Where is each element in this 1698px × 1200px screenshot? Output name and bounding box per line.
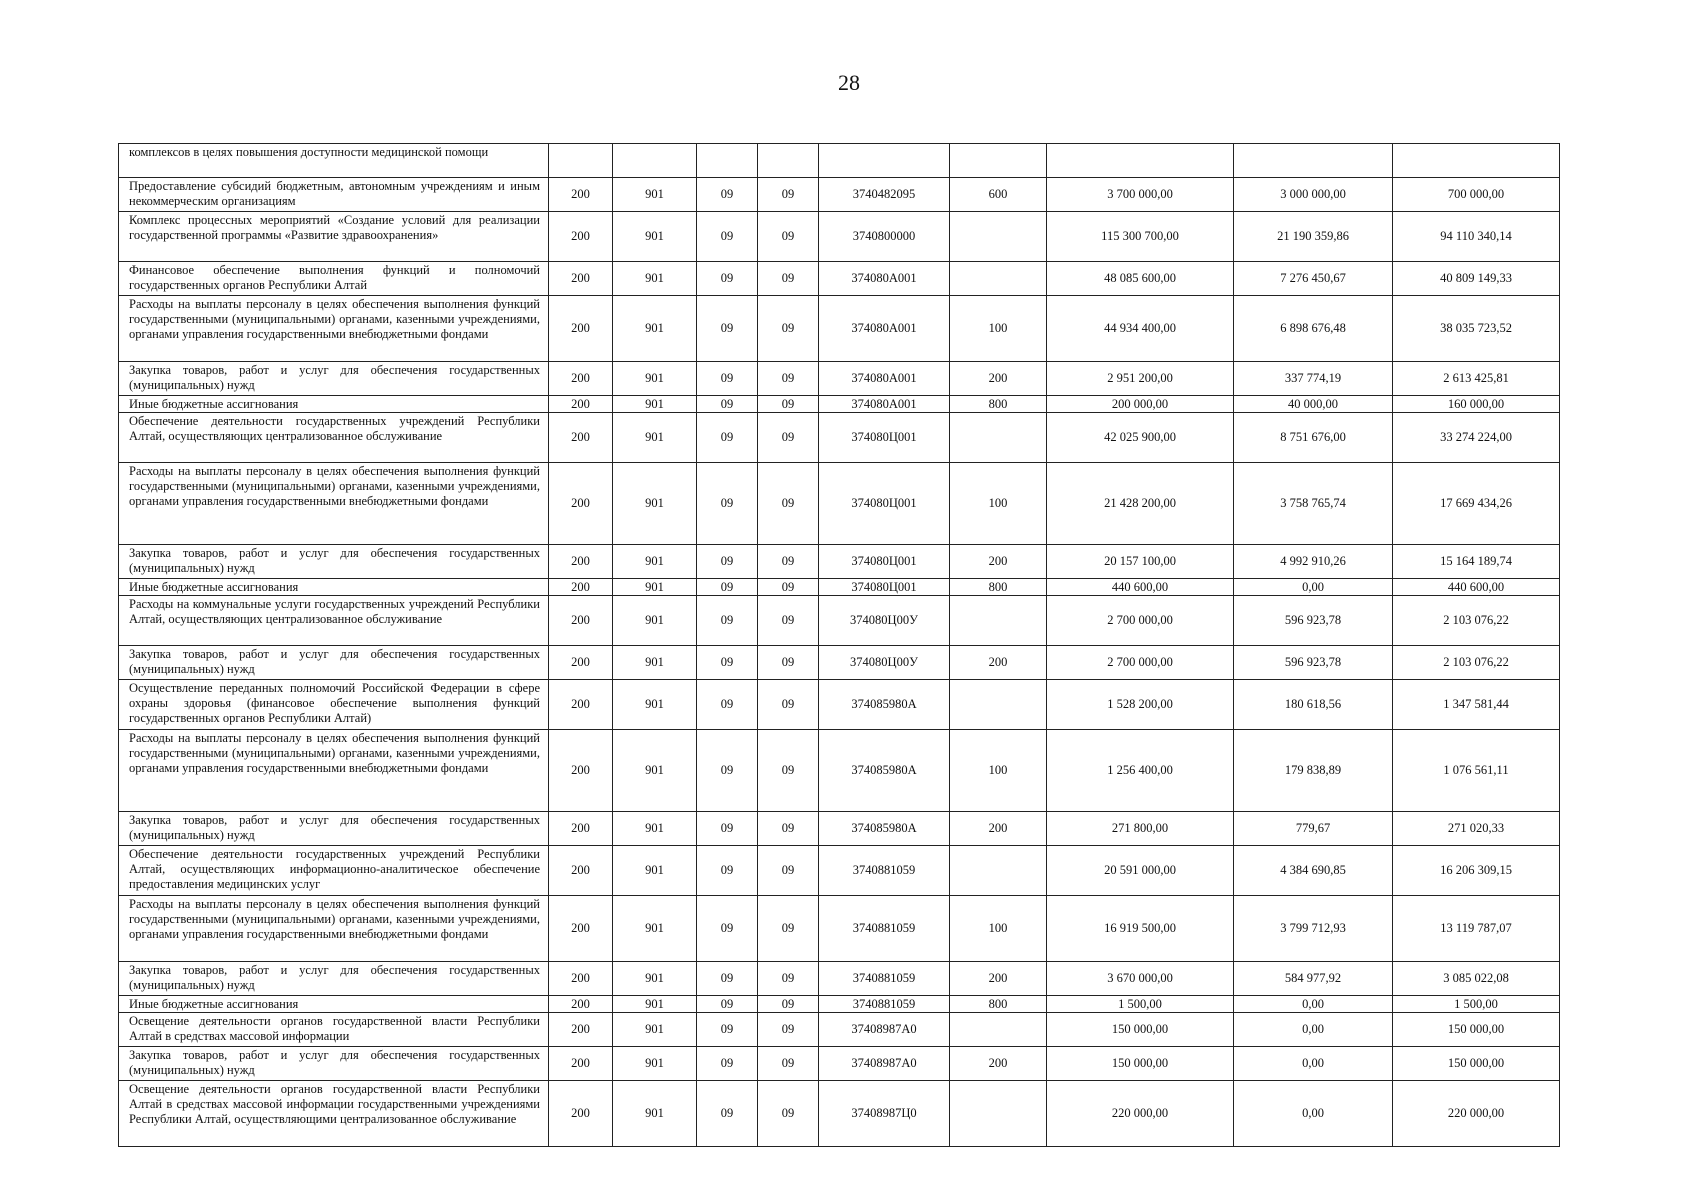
cell-rz: 09 [697, 812, 758, 846]
cell-adm: 200 [549, 262, 613, 296]
cell-vr: 800 [950, 579, 1047, 596]
cell-rz: 09 [697, 579, 758, 596]
cell-exec: 0,00 [1234, 996, 1393, 1013]
cell-vr: 200 [950, 962, 1047, 996]
table-row [119, 545, 1560, 579]
cell-adm: 200 [549, 962, 613, 996]
cell-rest: 94 110 340,14 [1393, 212, 1560, 262]
cell-exec: 4 384 690,85 [1234, 846, 1393, 896]
cell-rz: 09 [697, 680, 758, 730]
cell-plan: 271 800,00 [1047, 812, 1234, 846]
cell-pr: 09 [758, 730, 819, 812]
cell-name: Финансовое обеспечение выполнения функций и полномочий государственных органов Республики Алтай [119, 262, 549, 296]
cell-name: Иные бюджетные ассигнования [119, 996, 549, 1013]
cell-grbs: 901 [613, 178, 697, 212]
cell-csr: 374080Ц001 [819, 545, 950, 579]
cell-pr: 09 [758, 646, 819, 680]
cell-name: комплексов в целях повышения доступности медицинской помощи [119, 144, 549, 178]
cell-rz: 09 [697, 545, 758, 579]
cell-adm: 200 [549, 463, 613, 545]
cell-adm: 200 [549, 1081, 613, 1147]
cell-rz: 09 [697, 730, 758, 812]
cell-vr [950, 596, 1047, 646]
cell-grbs: 901 [613, 1047, 697, 1081]
cell-exec: 179 838,89 [1234, 730, 1393, 812]
cell-exec: 4 992 910,26 [1234, 545, 1393, 579]
cell-pr: 09 [758, 896, 819, 962]
table-row [119, 144, 1560, 178]
cell-exec: 6 898 676,48 [1234, 296, 1393, 362]
cell-exec: 337 774,19 [1234, 362, 1393, 396]
cell-name: Закупка товаров, работ и услуг для обеспечения государственных (муниципальных) нужд [119, 545, 549, 579]
cell-exec: 40 000,00 [1234, 396, 1393, 413]
cell-csr: 374080А001 [819, 262, 950, 296]
cell-pr: 09 [758, 413, 819, 463]
cell-exec: 779,67 [1234, 812, 1393, 846]
cell-pr: 09 [758, 680, 819, 730]
cell-adm: 200 [549, 730, 613, 812]
cell-exec: 0,00 [1234, 1047, 1393, 1081]
cell-vr: 200 [950, 362, 1047, 396]
cell-vr: 200 [950, 812, 1047, 846]
cell-name: Освещение деятельности органов государственной власти Республики Алтай в средствах массовой информации государственными учреждениями Республики Алтай, осуществляющими централизованное обслуживание [119, 1081, 549, 1147]
cell-rest: 220 000,00 [1393, 1081, 1560, 1147]
cell-vr: 100 [950, 463, 1047, 545]
table-row [119, 413, 1560, 463]
cell-csr: 3740881059 [819, 896, 950, 962]
cell-vr [950, 212, 1047, 262]
cell-rest: 13 119 787,07 [1393, 896, 1560, 962]
cell-exec: 0,00 [1234, 579, 1393, 596]
cell-rest: 2 613 425,81 [1393, 362, 1560, 396]
cell-exec: 596 923,78 [1234, 646, 1393, 680]
cell-adm: 200 [549, 545, 613, 579]
cell-rest: 160 000,00 [1393, 396, 1560, 413]
cell-adm: 200 [549, 1013, 613, 1047]
cell-grbs: 901 [613, 596, 697, 646]
cell-rest: 16 206 309,15 [1393, 846, 1560, 896]
cell-plan: 42 025 900,00 [1047, 413, 1234, 463]
cell-exec: 7 276 450,67 [1234, 262, 1393, 296]
cell-csr: 374080Ц001 [819, 579, 950, 596]
cell-pr: 09 [758, 812, 819, 846]
cell-csr: 374080А001 [819, 296, 950, 362]
cell-exec: 8 751 676,00 [1234, 413, 1393, 463]
cell-exec: 3 000 000,00 [1234, 178, 1393, 212]
cell-exec: 180 618,56 [1234, 680, 1393, 730]
cell-csr: 374080А001 [819, 396, 950, 413]
cell-grbs: 901 [613, 362, 697, 396]
cell-grbs: 901 [613, 579, 697, 596]
cell-name: Расходы на выплаты персоналу в целях обеспечения выполнения функций государственными (муниципальными) органами, казенными учреждениями, органами управления государственными внебюджетными фондами [119, 896, 549, 962]
cell-csr: 3740482095 [819, 178, 950, 212]
cell-rz: 09 [697, 262, 758, 296]
cell-vr [950, 1081, 1047, 1147]
cell-name: Расходы на выплаты персоналу в целях обеспечения выполнения функций государственными (муниципальными) органами, казенными учреждениями, органами управления государственными внебюджетными фондами [119, 730, 549, 812]
cell-csr: 374085980А [819, 730, 950, 812]
cell-rest: 1 347 581,44 [1393, 680, 1560, 730]
cell-plan: 2 700 000,00 [1047, 646, 1234, 680]
cell-vr: 100 [950, 296, 1047, 362]
cell-pr: 09 [758, 996, 819, 1013]
cell-rest: 700 000,00 [1393, 178, 1560, 212]
cell-rz: 09 [697, 962, 758, 996]
table-row [119, 996, 1560, 1013]
cell-csr: 374080Ц00У [819, 596, 950, 646]
table-row [119, 1081, 1560, 1147]
cell-adm: 200 [549, 646, 613, 680]
cell-exec: 21 190 359,86 [1234, 212, 1393, 262]
cell-vr [950, 846, 1047, 896]
cell-plan: 2 700 000,00 [1047, 596, 1234, 646]
table-row [119, 1013, 1560, 1047]
cell-name: Комплекс процессных мероприятий «Создание условий для реализации государственной программы «Развитие здравоохранения» [119, 212, 549, 262]
cell-pr: 09 [758, 596, 819, 646]
cell-plan: 21 428 200,00 [1047, 463, 1234, 545]
table-row [119, 596, 1560, 646]
cell-adm: 200 [549, 362, 613, 396]
cell-grbs: 901 [613, 896, 697, 962]
cell-csr: 37408987А0 [819, 1013, 950, 1047]
cell-plan: 3 670 000,00 [1047, 962, 1234, 996]
cell-vr [950, 413, 1047, 463]
cell-csr: 374080Ц001 [819, 413, 950, 463]
cell-name: Предоставление субсидий бюджетным, автономным учреждениям и иным некоммерческим организациям [119, 178, 549, 212]
cell-plan: 220 000,00 [1047, 1081, 1234, 1147]
cell-grbs: 901 [613, 646, 697, 680]
cell-adm [549, 144, 613, 178]
cell-pr: 09 [758, 962, 819, 996]
cell-rz: 09 [697, 178, 758, 212]
cell-rest [1393, 144, 1560, 178]
table-row [119, 812, 1560, 846]
cell-csr: 374080Ц00У [819, 646, 950, 680]
cell-plan: 200 000,00 [1047, 396, 1234, 413]
cell-csr: 374085980А [819, 812, 950, 846]
cell-adm: 200 [549, 846, 613, 896]
cell-name: Обеспечение деятельности государственных учреждений Республики Алтай, осуществляющих информационно-аналитическое обеспечение предоставления медицинских услуг [119, 846, 549, 896]
cell-pr: 09 [758, 545, 819, 579]
cell-adm: 200 [549, 212, 613, 262]
cell-pr: 09 [758, 396, 819, 413]
cell-plan: 1 256 400,00 [1047, 730, 1234, 812]
cell-grbs: 901 [613, 1081, 697, 1147]
table-row [119, 212, 1560, 262]
table-row [119, 962, 1560, 996]
cell-grbs: 901 [613, 396, 697, 413]
cell-pr: 09 [758, 296, 819, 362]
cell-vr: 200 [950, 1047, 1047, 1081]
cell-vr: 100 [950, 730, 1047, 812]
cell-adm: 200 [549, 896, 613, 962]
cell-adm: 200 [549, 1047, 613, 1081]
cell-name: Расходы на выплаты персоналу в целях обеспечения выполнения функций государственными (муниципальными) органами, казенными учреждениями, органами управления государственными внебюджетными фондами [119, 296, 549, 362]
cell-vr: 200 [950, 545, 1047, 579]
cell-pr: 09 [758, 262, 819, 296]
cell-plan: 44 934 400,00 [1047, 296, 1234, 362]
cell-name: Обеспечение деятельности государственных учреждений Республики Алтай, осуществляющих централизованное обслуживание [119, 413, 549, 463]
cell-rz: 09 [697, 1047, 758, 1081]
cell-adm: 200 [549, 296, 613, 362]
cell-adm: 200 [549, 396, 613, 413]
cell-rz [697, 144, 758, 178]
cell-exec: 3 758 765,74 [1234, 463, 1393, 545]
cell-adm: 200 [549, 812, 613, 846]
cell-grbs: 901 [613, 545, 697, 579]
cell-adm: 200 [549, 413, 613, 463]
table-row [119, 730, 1560, 812]
cell-grbs: 901 [613, 812, 697, 846]
table-row [119, 396, 1560, 413]
cell-rest: 1 076 561,11 [1393, 730, 1560, 812]
cell-rz: 09 [697, 212, 758, 262]
cell-rz: 09 [697, 846, 758, 896]
cell-plan: 440 600,00 [1047, 579, 1234, 596]
cell-rz: 09 [697, 413, 758, 463]
cell-rest: 40 809 149,33 [1393, 262, 1560, 296]
cell-exec: 3 799 712,93 [1234, 896, 1393, 962]
cell-plan: 1 500,00 [1047, 996, 1234, 1013]
cell-grbs: 901 [613, 296, 697, 362]
cell-grbs: 901 [613, 680, 697, 730]
cell-grbs: 901 [613, 962, 697, 996]
cell-pr: 09 [758, 1047, 819, 1081]
cell-name: Расходы на коммунальные услуги государственных учреждений Республики Алтай, осуществляющих централизованное обслуживание [119, 596, 549, 646]
cell-plan: 20 591 000,00 [1047, 846, 1234, 896]
cell-name: Иные бюджетные ассигнования [119, 579, 549, 596]
cell-grbs: 901 [613, 996, 697, 1013]
cell-csr: 3740881059 [819, 962, 950, 996]
cell-pr: 09 [758, 1081, 819, 1147]
cell-name: Закупка товаров, работ и услуг для обеспечения государственных (муниципальных) нужд [119, 646, 549, 680]
cell-grbs: 901 [613, 730, 697, 812]
cell-pr: 09 [758, 1013, 819, 1047]
cell-grbs: 901 [613, 463, 697, 545]
cell-exec [1234, 144, 1393, 178]
cell-plan: 150 000,00 [1047, 1047, 1234, 1081]
cell-pr: 09 [758, 846, 819, 896]
table-row [119, 362, 1560, 396]
cell-rest: 150 000,00 [1393, 1013, 1560, 1047]
cell-name: Иные бюджетные ассигнования [119, 396, 549, 413]
table-row [119, 896, 1560, 962]
cell-adm: 200 [549, 680, 613, 730]
cell-plan: 16 919 500,00 [1047, 896, 1234, 962]
cell-rz: 09 [697, 296, 758, 362]
cell-pr [758, 144, 819, 178]
cell-vr [950, 1013, 1047, 1047]
cell-csr: 374080А001 [819, 362, 950, 396]
cell-plan: 1 528 200,00 [1047, 680, 1234, 730]
cell-pr: 09 [758, 212, 819, 262]
page-number: 28 [838, 70, 860, 95]
cell-grbs: 901 [613, 846, 697, 896]
cell-pr: 09 [758, 178, 819, 212]
cell-rest: 2 103 076,22 [1393, 646, 1560, 680]
cell-vr [950, 262, 1047, 296]
cell-vr [950, 144, 1047, 178]
budget-table [118, 143, 1560, 1147]
cell-pr: 09 [758, 579, 819, 596]
cell-exec: 0,00 [1234, 1081, 1393, 1147]
cell-vr: 800 [950, 396, 1047, 413]
cell-csr: 37408987Ц0 [819, 1081, 950, 1147]
cell-exec: 0,00 [1234, 1013, 1393, 1047]
cell-csr: 37408987А0 [819, 1047, 950, 1081]
cell-adm: 200 [549, 996, 613, 1013]
cell-adm: 200 [549, 596, 613, 646]
cell-rz: 09 [697, 596, 758, 646]
cell-plan: 48 085 600,00 [1047, 262, 1234, 296]
cell-plan: 3 700 000,00 [1047, 178, 1234, 212]
cell-name: Расходы на выплаты персоналу в целях обеспечения выполнения функций государственными (муниципальными) органами, казенными учреждениями, органами управления государственными внебюджетными фондами [119, 463, 549, 545]
cell-name: Осуществление переданных полномочий Российской Федерации в сфере охраны здоровья (финансовое обеспечение выполнения функций государственных органов Республики Алтай) [119, 680, 549, 730]
cell-name: Закупка товаров, работ и услуг для обеспечения государственных (муниципальных) нужд [119, 362, 549, 396]
cell-csr: 3740800000 [819, 212, 950, 262]
cell-rest: 1 500,00 [1393, 996, 1560, 1013]
cell-plan [1047, 144, 1234, 178]
cell-rz: 09 [697, 896, 758, 962]
cell-name: Освещение деятельности органов государственной власти Республики Алтай в средствах массовой информации [119, 1013, 549, 1047]
cell-grbs: 901 [613, 262, 697, 296]
cell-name: Закупка товаров, работ и услуг для обеспечения государственных (муниципальных) нужд [119, 1047, 549, 1081]
cell-exec: 596 923,78 [1234, 596, 1393, 646]
table-row [119, 579, 1560, 596]
cell-rz: 09 [697, 646, 758, 680]
cell-rest: 440 600,00 [1393, 579, 1560, 596]
table-row [119, 680, 1560, 730]
cell-grbs: 901 [613, 212, 697, 262]
cell-vr: 800 [950, 996, 1047, 1013]
cell-vr: 200 [950, 646, 1047, 680]
cell-rz: 09 [697, 463, 758, 545]
cell-rz: 09 [697, 1081, 758, 1147]
cell-rz: 09 [697, 396, 758, 413]
cell-vr: 600 [950, 178, 1047, 212]
cell-grbs: 901 [613, 413, 697, 463]
cell-vr: 100 [950, 896, 1047, 962]
cell-plan: 150 000,00 [1047, 1013, 1234, 1047]
cell-csr: 374085980А [819, 680, 950, 730]
cell-name: Закупка товаров, работ и услуг для обеспечения государственных (муниципальных) нужд [119, 812, 549, 846]
cell-pr: 09 [758, 463, 819, 545]
cell-csr: 3740881059 [819, 996, 950, 1013]
cell-csr [819, 144, 950, 178]
cell-plan: 2 951 200,00 [1047, 362, 1234, 396]
cell-rest: 33 274 224,00 [1393, 413, 1560, 463]
cell-rest: 3 085 022,08 [1393, 962, 1560, 996]
cell-exec: 584 977,92 [1234, 962, 1393, 996]
table-row [119, 296, 1560, 362]
table-row [119, 262, 1560, 296]
cell-csr: 3740881059 [819, 846, 950, 896]
table-row [119, 646, 1560, 680]
cell-rest: 150 000,00 [1393, 1047, 1560, 1081]
cell-csr: 374080Ц001 [819, 463, 950, 545]
table-row [119, 846, 1560, 896]
cell-adm: 200 [549, 178, 613, 212]
cell-rest: 271 020,33 [1393, 812, 1560, 846]
cell-grbs: 901 [613, 1013, 697, 1047]
cell-plan: 20 157 100,00 [1047, 545, 1234, 579]
cell-plan: 115 300 700,00 [1047, 212, 1234, 262]
cell-grbs [613, 144, 697, 178]
cell-name: Закупка товаров, работ и услуг для обеспечения государственных (муниципальных) нужд [119, 962, 549, 996]
table-row [119, 178, 1560, 212]
cell-rest: 38 035 723,52 [1393, 296, 1560, 362]
cell-rz: 09 [697, 1013, 758, 1047]
cell-rest: 17 669 434,26 [1393, 463, 1560, 545]
cell-adm: 200 [549, 579, 613, 596]
table-row [119, 463, 1560, 545]
table-row [119, 1047, 1560, 1081]
cell-pr: 09 [758, 362, 819, 396]
cell-vr [950, 680, 1047, 730]
cell-rest: 2 103 076,22 [1393, 596, 1560, 646]
cell-rz: 09 [697, 362, 758, 396]
cell-rest: 15 164 189,74 [1393, 545, 1560, 579]
cell-rz: 09 [697, 996, 758, 1013]
